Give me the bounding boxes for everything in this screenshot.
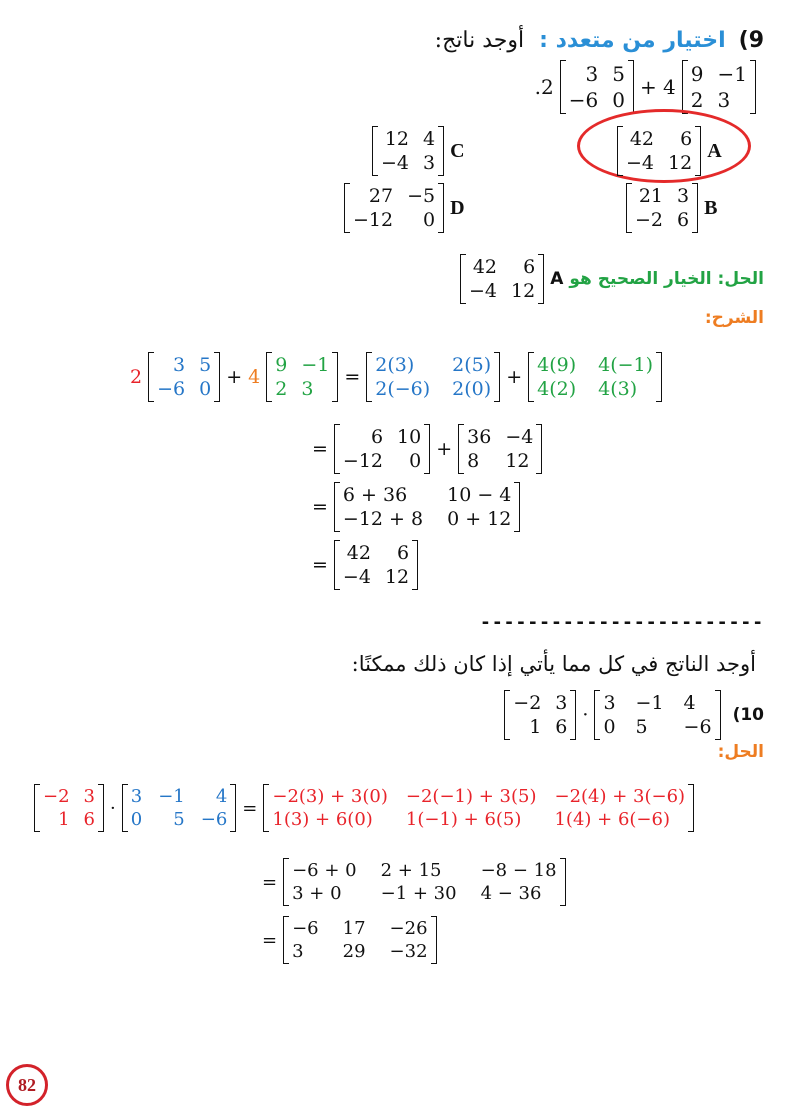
matrix-cell: 3 + 0 <box>292 883 342 904</box>
q9-work-matrix-7 <box>334 482 520 532</box>
option-b[interactable] <box>626 183 717 233</box>
matrix-cell: 5 <box>612 62 625 86</box>
matrix-cell: 10 <box>397 426 422 448</box>
matrix-cell: 2 + 15 <box>380 860 442 881</box>
option-c-label: C <box>450 139 465 162</box>
option-c-matrix <box>372 126 444 176</box>
matrix-cell: 5 <box>199 354 212 376</box>
matrix-cell: 3 <box>130 786 143 807</box>
q10-work-line-2 <box>262 858 566 906</box>
q9-matrix-2 <box>682 60 756 114</box>
matrix-cell: 6 + 36 <box>342 484 408 506</box>
matrix-cell: 21 <box>638 185 664 207</box>
matrix-cell: 1(4) + 6(−6) <box>554 809 670 830</box>
q9-lead-scalar: .2 <box>534 75 554 99</box>
matrix-cell: 36 <box>467 426 492 448</box>
matrix-cell: 9 <box>690 62 704 86</box>
matrix-cell: 2(3) <box>375 354 415 376</box>
plus-sign: + <box>506 366 523 388</box>
option-d[interactable] <box>344 183 465 233</box>
matrix-cell: −26 <box>389 918 428 939</box>
q9-work-line-2 <box>312 424 542 474</box>
plus-sign: + <box>436 438 453 460</box>
dot-operator: · <box>582 704 589 726</box>
matrix-cell: 3 <box>83 786 95 807</box>
matrix-cell: 12 <box>384 128 410 150</box>
matrix-cell: 6 <box>555 716 568 738</box>
matrix-cell: −6 <box>200 809 228 830</box>
q10-matrix-b <box>594 690 720 740</box>
matrix-cell: 42 <box>346 542 371 564</box>
q9-work-line-1 <box>130 352 662 402</box>
option-b-label: B <box>704 196 718 219</box>
matrix-cell: 2(0) <box>452 378 492 400</box>
matrix-cell: −5 <box>407 185 436 207</box>
scalar-2: 2 <box>130 366 143 388</box>
matrix-cell: 6 <box>397 542 410 564</box>
matrix-cell: 3 <box>677 185 690 207</box>
scalar-4: 4 <box>248 366 261 388</box>
option-d-label: D <box>450 196 465 219</box>
matrix-cell: −1 <box>717 62 747 86</box>
q9-work-matrix-4 <box>528 352 662 402</box>
q10-work-matrix-a <box>34 784 104 832</box>
matrix-cell: −2(4) + 3(−6) <box>554 786 686 807</box>
q9-instruction: أوجد ناتج: <box>434 28 525 53</box>
matrix-cell: 4(−1) <box>598 354 654 376</box>
matrix-cell: −4 <box>626 152 655 174</box>
q9-number: 9) <box>738 28 764 53</box>
matrix-cell: −6 <box>568 88 599 112</box>
matrix-cell: 12 <box>511 280 536 302</box>
matrix-cell: 2 <box>690 88 704 112</box>
matrix-cell: 6 <box>680 128 693 150</box>
q10-work-matrix-e <box>283 916 436 964</box>
q10-work-line-3 <box>262 916 437 964</box>
matrix-cell: 2 <box>275 378 288 400</box>
matrix-cell: −8 − 18 <box>480 860 557 881</box>
matrix-cell: 1(−1) + 6(5) <box>405 809 522 830</box>
matrix-cell: 29 <box>342 941 366 962</box>
matrix-cell: 12 <box>384 566 410 588</box>
q9-expression <box>535 60 756 114</box>
q10-work-line-1 <box>34 784 694 832</box>
option-a-label: A <box>707 139 722 162</box>
q9-explain-label: الشرح: <box>704 308 764 328</box>
matrix-cell: 2(5) <box>452 354 492 376</box>
matrix-cell: 8 <box>467 450 480 472</box>
matrix-cell: −1 <box>635 692 664 714</box>
q9-solution-choice: A <box>550 269 564 289</box>
option-a-matrix <box>617 126 701 176</box>
q9-work-matrix-3 <box>366 352 500 402</box>
matrix-cell: 4 − 36 <box>480 883 542 904</box>
q10-expression <box>504 690 764 740</box>
matrix-cell: 0 <box>423 209 436 231</box>
q9-work-line-3 <box>312 482 520 532</box>
matrix-cell: 4(9) <box>537 354 577 376</box>
equals-sign: = <box>344 366 361 388</box>
matrix-cell: −2 <box>635 209 664 231</box>
matrix-cell: 3 <box>423 152 436 174</box>
matrix-cell: 17 <box>342 918 366 939</box>
matrix-cell: −6 <box>683 716 712 738</box>
q10-work-matrix-b <box>122 784 237 832</box>
q9-mc-label: اختيار من متعدد : <box>539 28 726 53</box>
matrix-cell: −4 <box>505 426 534 448</box>
q9-work-line-4 <box>312 540 418 590</box>
page-number-badge <box>6 1064 48 1106</box>
matrix-cell: 3 <box>603 692 616 714</box>
matrix-cell: 3 <box>301 378 314 400</box>
matrix-cell: 3 <box>292 941 304 962</box>
matrix-cell: 10 − 4 <box>447 484 512 506</box>
q9-plus-scalar: + 4 <box>639 75 676 99</box>
section-separator: ------------------------ <box>480 612 765 633</box>
matrix-cell: 0 <box>612 88 625 112</box>
matrix-cell: 6 <box>523 256 536 278</box>
option-b-matrix <box>626 183 698 233</box>
matrix-cell: −4 <box>469 280 498 302</box>
matrix-cell: −2 <box>513 692 542 714</box>
q9-work-matrix-8 <box>334 540 418 590</box>
matrix-cell: 4 <box>683 692 696 714</box>
q10-matrix-a <box>504 690 576 740</box>
matrix-cell: 1(3) + 6(0) <box>272 809 373 830</box>
q9-solution <box>460 254 764 304</box>
matrix-cell: −1 <box>158 786 185 807</box>
q10-instruction: أوجد الناتج في كل مما يأتي إذا كان ذلك ممكنًا: <box>351 652 756 676</box>
q9-solution-matrix <box>460 254 544 304</box>
dot-operator: · <box>110 797 116 819</box>
matrix-cell: 6 <box>370 426 384 448</box>
page-number: 82 <box>18 1074 36 1095</box>
matrix-cell: 3 <box>585 62 599 86</box>
matrix-cell: 4 <box>423 128 436 150</box>
q10-work-matrix-c <box>263 784 694 832</box>
matrix-cell: 12 <box>668 152 693 174</box>
matrix-cell: −1 <box>301 354 330 376</box>
matrix-cell: 27 <box>368 185 394 207</box>
equals-sign: = <box>312 438 328 460</box>
matrix-cell: 1 <box>58 809 70 830</box>
matrix-cell: 3 <box>173 354 186 376</box>
plus-sign: + <box>226 366 243 388</box>
matrix-cell: 5 <box>635 716 648 738</box>
matrix-cell: −6 + 0 <box>292 860 357 881</box>
q9-solution-label: الحل: الخيار الصحيح هو <box>569 269 764 289</box>
equals-sign: = <box>262 929 278 951</box>
matrix-cell: 12 <box>505 450 530 472</box>
q9-work-matrix-6 <box>458 424 542 474</box>
matrix-cell: 0 + 12 <box>447 508 512 530</box>
q10-solution-label: الحل: <box>717 742 764 762</box>
matrix-cell: −1 + 30 <box>380 883 457 904</box>
equals-sign: = <box>262 871 278 893</box>
q9-matrix-1 <box>560 60 634 114</box>
matrix-cell: 5 <box>173 809 185 830</box>
matrix-cell: −6 <box>157 378 186 400</box>
matrix-cell: 0 <box>603 716 616 738</box>
q9-header <box>435 28 764 53</box>
matrix-cell: −2(−1) + 3(5) <box>405 786 537 807</box>
option-d-matrix <box>344 183 444 233</box>
matrix-cell: 6 <box>83 809 95 830</box>
matrix-cell: 2(−6) <box>375 378 431 400</box>
equals-sign: = <box>242 797 258 819</box>
matrix-cell: 4(3) <box>598 378 638 400</box>
matrix-cell: −2 <box>43 786 70 807</box>
q9-work-matrix-2 <box>266 352 338 402</box>
matrix-cell: −12 <box>342 450 384 472</box>
matrix-cell: 1 <box>529 716 542 738</box>
option-c[interactable] <box>372 126 465 176</box>
matrix-cell: 42 <box>629 128 655 150</box>
option-a[interactable] <box>617 126 722 176</box>
q9-work-matrix-5 <box>334 424 430 474</box>
matrix-cell: −32 <box>389 941 428 962</box>
matrix-cell: 4 <box>215 786 228 807</box>
q9-work-matrix-1 <box>148 352 220 402</box>
matrix-cell: 9 <box>275 354 288 376</box>
matrix-cell: −4 <box>381 152 410 174</box>
matrix-cell: 0 <box>130 809 143 830</box>
matrix-cell: 6 <box>677 209 690 231</box>
matrix-cell: −4 <box>342 566 371 588</box>
matrix-cell: −12 <box>353 209 394 231</box>
matrix-cell: 42 <box>472 256 498 278</box>
matrix-cell: −6 <box>292 918 319 939</box>
equals-sign: = <box>312 554 328 576</box>
matrix-cell: 3 <box>555 692 568 714</box>
matrix-cell: 4(2) <box>537 378 577 400</box>
matrix-cell: 0 <box>199 378 212 400</box>
matrix-cell: −12 + 8 <box>342 508 424 530</box>
matrix-cell: 3 <box>717 88 731 112</box>
equals-sign: = <box>312 496 328 518</box>
matrix-cell: 0 <box>409 450 422 472</box>
matrix-cell: −2(3) + 3(0) <box>272 786 388 807</box>
q10-number: (10 <box>732 705 764 725</box>
q10-work-matrix-d <box>283 858 565 906</box>
